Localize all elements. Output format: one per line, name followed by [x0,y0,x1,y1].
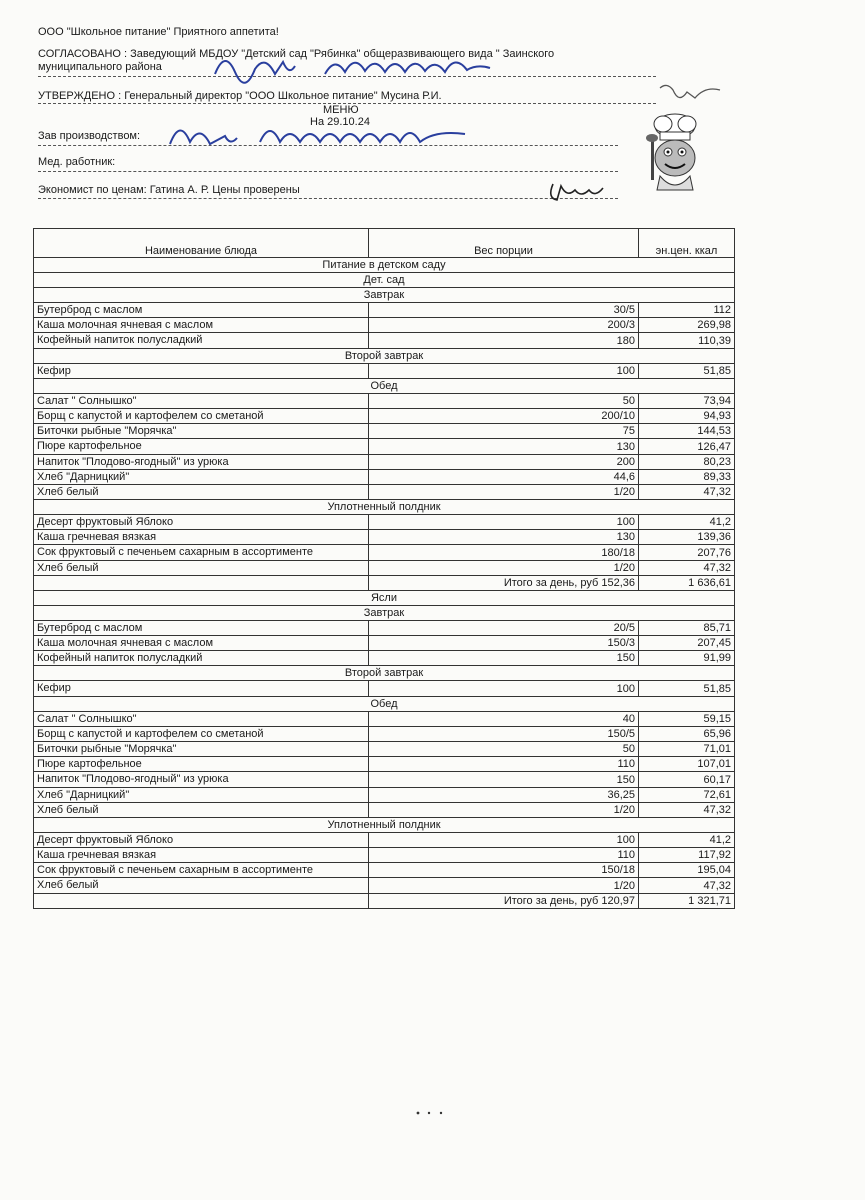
section-title: Обед [34,378,735,393]
energy-kcal: 80,23 [639,454,735,469]
table-row [34,832,735,847]
total-spacer [34,893,369,908]
section-title: Завтрак [34,605,735,620]
portion-weight: 75 [369,424,639,439]
portion-weight: 44,6 [369,469,639,484]
dish-name: Бутерброд с маслом [34,303,369,318]
portion-weight: 30/5 [369,303,639,318]
menu-title: МЕНЮ [323,104,359,116]
dish-name: Сок фруктовый с печеньем сахарным в ассортименте [34,545,369,560]
energy-kcal: 47,32 [639,802,735,817]
dish-name: Салат " Солнышко" [34,393,369,408]
dish-name: Сок фруктовый с печеньем сахарным в ассортименте [34,863,369,878]
portion-weight: 130 [369,439,639,454]
portion-weight: 150 [369,772,639,787]
agreed-line-1: СОГЛАСОВАНО : Заведующий МБДОУ "Детский сад "Рябинка" общеразвивающего вида " Заинского [38,48,555,60]
dish-name: Кефир [34,681,369,696]
section-row-snack [34,500,735,515]
table-row [34,439,735,454]
dish-name: Десерт фруктовый Яблоко [34,832,369,847]
energy-kcal: 139,36 [639,530,735,545]
stamp-mark [655,80,725,110]
dish-name: Каша гречневая вязкая [34,530,369,545]
portion-weight: 150/18 [369,863,639,878]
dish-name: Каша молочная ячневая с маслом [34,318,369,333]
section-row-snack [34,817,735,832]
chef-mascot-icon [635,110,715,196]
portion-weight: 100 [369,681,639,696]
table-row [34,408,735,423]
table-row [34,530,735,545]
section-row-second-breakfast [34,348,735,363]
portion-weight: 110 [369,757,639,772]
dish-name: Борщ с капустой и картофелем со сметаной [34,408,369,423]
portion-weight: 50 [369,741,639,756]
col-header-name: Наименование блюда [34,229,369,258]
table-row [34,757,735,772]
table-row [34,636,735,651]
col-header-weight: Вес порции [369,229,639,258]
portion-weight: 200/3 [369,318,639,333]
economist-underline [38,198,618,199]
dish-name: Хлеб "Дарницкий" [34,787,369,802]
energy-kcal: 112 [639,303,735,318]
section-row-kindergarten-title [34,258,735,273]
table-row [34,545,735,560]
table-row [34,802,735,817]
energy-kcal: 126,47 [639,439,735,454]
table-row [34,363,735,378]
menu-table [33,228,735,909]
energy-kcal: 65,96 [639,726,735,741]
energy-kcal: 73,94 [639,393,735,408]
energy-kcal: 110,39 [639,333,735,348]
production-head-line: Зав производством: [38,130,141,142]
table-row [34,741,735,756]
agreed-line-2: муниципального района [38,61,162,73]
section-row-lunch [34,696,735,711]
table-row [34,454,735,469]
dish-name: Салат " Солнышко" [34,711,369,726]
total-label: Итого за день, руб 120,97 [369,893,639,908]
approved-line: УТВЕРЖДЕНО : Генеральный директор "ООО Школьное питание" Мусина Р.И. [38,90,442,102]
section-row-second-breakfast [34,666,735,681]
energy-kcal: 47,32 [639,878,735,893]
dish-name: Биточки рыбные "Морячка" [34,741,369,756]
section-row-group [34,590,735,605]
total-kcal: 1 636,61 [639,575,735,590]
table-row [34,333,735,348]
table-row [34,484,735,499]
dish-name: Напиток "Плодово-ягодный" из урюка [34,772,369,787]
total-row [34,575,735,590]
energy-kcal: 71,01 [639,741,735,756]
section-title: Завтрак [34,288,735,303]
dish-name: Пюре картофельное [34,439,369,454]
section-title: Уплотненный полдник [34,500,735,515]
energy-kcal: 51,85 [639,363,735,378]
table-row [34,424,735,439]
section-row-breakfast [34,288,735,303]
energy-kcal: 207,76 [639,545,735,560]
energy-kcal: 85,71 [639,620,735,635]
total-kcal: 1 321,71 [639,893,735,908]
table-row [34,318,735,333]
portion-weight: 40 [369,711,639,726]
table-row [34,878,735,893]
table-row [34,681,735,696]
energy-kcal: 47,32 [639,560,735,575]
dish-name: Пюре картофельное [34,757,369,772]
economist-line: Экономист по ценам: Гатина А. Р. Цены проверены [38,184,300,196]
section-title: Дет. сад [34,273,735,288]
table-row [34,515,735,530]
dish-name: Каша гречневая вязкая [34,848,369,863]
portion-weight: 100 [369,363,639,378]
table-header-row [34,229,735,258]
portion-weight: 36,25 [369,787,639,802]
table-row [34,393,735,408]
portion-weight: 1/20 [369,484,639,499]
table-row [34,651,735,666]
dish-name: Биточки рыбные "Морячка" [34,424,369,439]
dish-name: Бутерброд с маслом [34,620,369,635]
dish-name: Хлеб белый [34,560,369,575]
signature-economist [545,176,615,206]
section-title: Уплотненный полдник [34,817,735,832]
dish-name: Кефир [34,363,369,378]
section-title: Обед [34,696,735,711]
total-label: Итого за день, руб 152,36 [369,575,639,590]
section-row-lunch [34,378,735,393]
portion-weight: 150 [369,651,639,666]
energy-kcal: 41,2 [639,832,735,847]
table-row [34,469,735,484]
dish-name: Борщ с капустой и картофелем со сметаной [34,726,369,741]
energy-kcal: 195,04 [639,863,735,878]
table-row [34,863,735,878]
signature-agreed [205,44,505,86]
portion-weight: 50 [369,393,639,408]
section-title: Второй завтрак [34,666,735,681]
signature-production [165,116,485,156]
dish-name: Хлеб "Дарницкий" [34,469,369,484]
energy-kcal: 41,2 [639,515,735,530]
dish-name: Кофейный напиток полусладкий [34,651,369,666]
section-title: Ясли [34,590,735,605]
dish-name: Хлеб белый [34,484,369,499]
medic-underline [38,171,618,172]
energy-kcal: 60,17 [639,772,735,787]
portion-weight: 1/20 [369,802,639,817]
energy-kcal: 94,93 [639,408,735,423]
portion-weight: 1/20 [369,878,639,893]
section-title: Питание в детском саду [34,258,735,273]
dish-name: Хлеб белый [34,878,369,893]
energy-kcal: 269,98 [639,318,735,333]
col-header-kcal: эн.цен. ккал [639,229,735,258]
portion-weight: 200 [369,454,639,469]
section-row-breakfast [34,605,735,620]
portion-weight: 1/20 [369,560,639,575]
portion-weight: 200/10 [369,408,639,423]
energy-kcal: 89,33 [639,469,735,484]
energy-kcal: 59,15 [639,711,735,726]
energy-kcal: 51,85 [639,681,735,696]
section-row-group [34,273,735,288]
table-row [34,303,735,318]
portion-weight: 180/18 [369,545,639,560]
table-row [34,711,735,726]
portion-weight: 180 [369,333,639,348]
portion-weight: 20/5 [369,620,639,635]
energy-kcal: 72,61 [639,787,735,802]
portion-weight: 150/3 [369,636,639,651]
dish-name: Каша молочная ячневая с маслом [34,636,369,651]
menu-date: На 29.10.24 [310,116,370,128]
section-title: Второй завтрак [34,348,735,363]
portion-weight: 110 [369,848,639,863]
portion-weight: 150/5 [369,726,639,741]
portion-weight: 130 [369,530,639,545]
dish-name: Десерт фруктовый Яблоко [34,515,369,530]
table-row [34,726,735,741]
table-row [34,560,735,575]
energy-kcal: 144,53 [639,424,735,439]
energy-kcal: 107,01 [639,757,735,772]
portion-weight: 100 [369,515,639,530]
table-row [34,848,735,863]
scan-specks [415,1108,455,1118]
energy-kcal: 117,92 [639,848,735,863]
dish-name: Хлеб белый [34,802,369,817]
table-row [34,772,735,787]
energy-kcal: 91,99 [639,651,735,666]
portion-weight: 100 [369,832,639,847]
dish-name: Кофейный напиток полусладкий [34,333,369,348]
table-row [34,787,735,802]
dish-name: Напиток "Плодово-ягодный" из урюка [34,454,369,469]
table-row [34,620,735,635]
energy-kcal: 207,45 [639,636,735,651]
company-line: ООО "Школьное питание" Приятного аппетита! [38,26,279,38]
medic-line: Мед. работник: [38,156,116,168]
total-row [34,893,735,908]
total-spacer [34,575,369,590]
energy-kcal: 47,32 [639,484,735,499]
